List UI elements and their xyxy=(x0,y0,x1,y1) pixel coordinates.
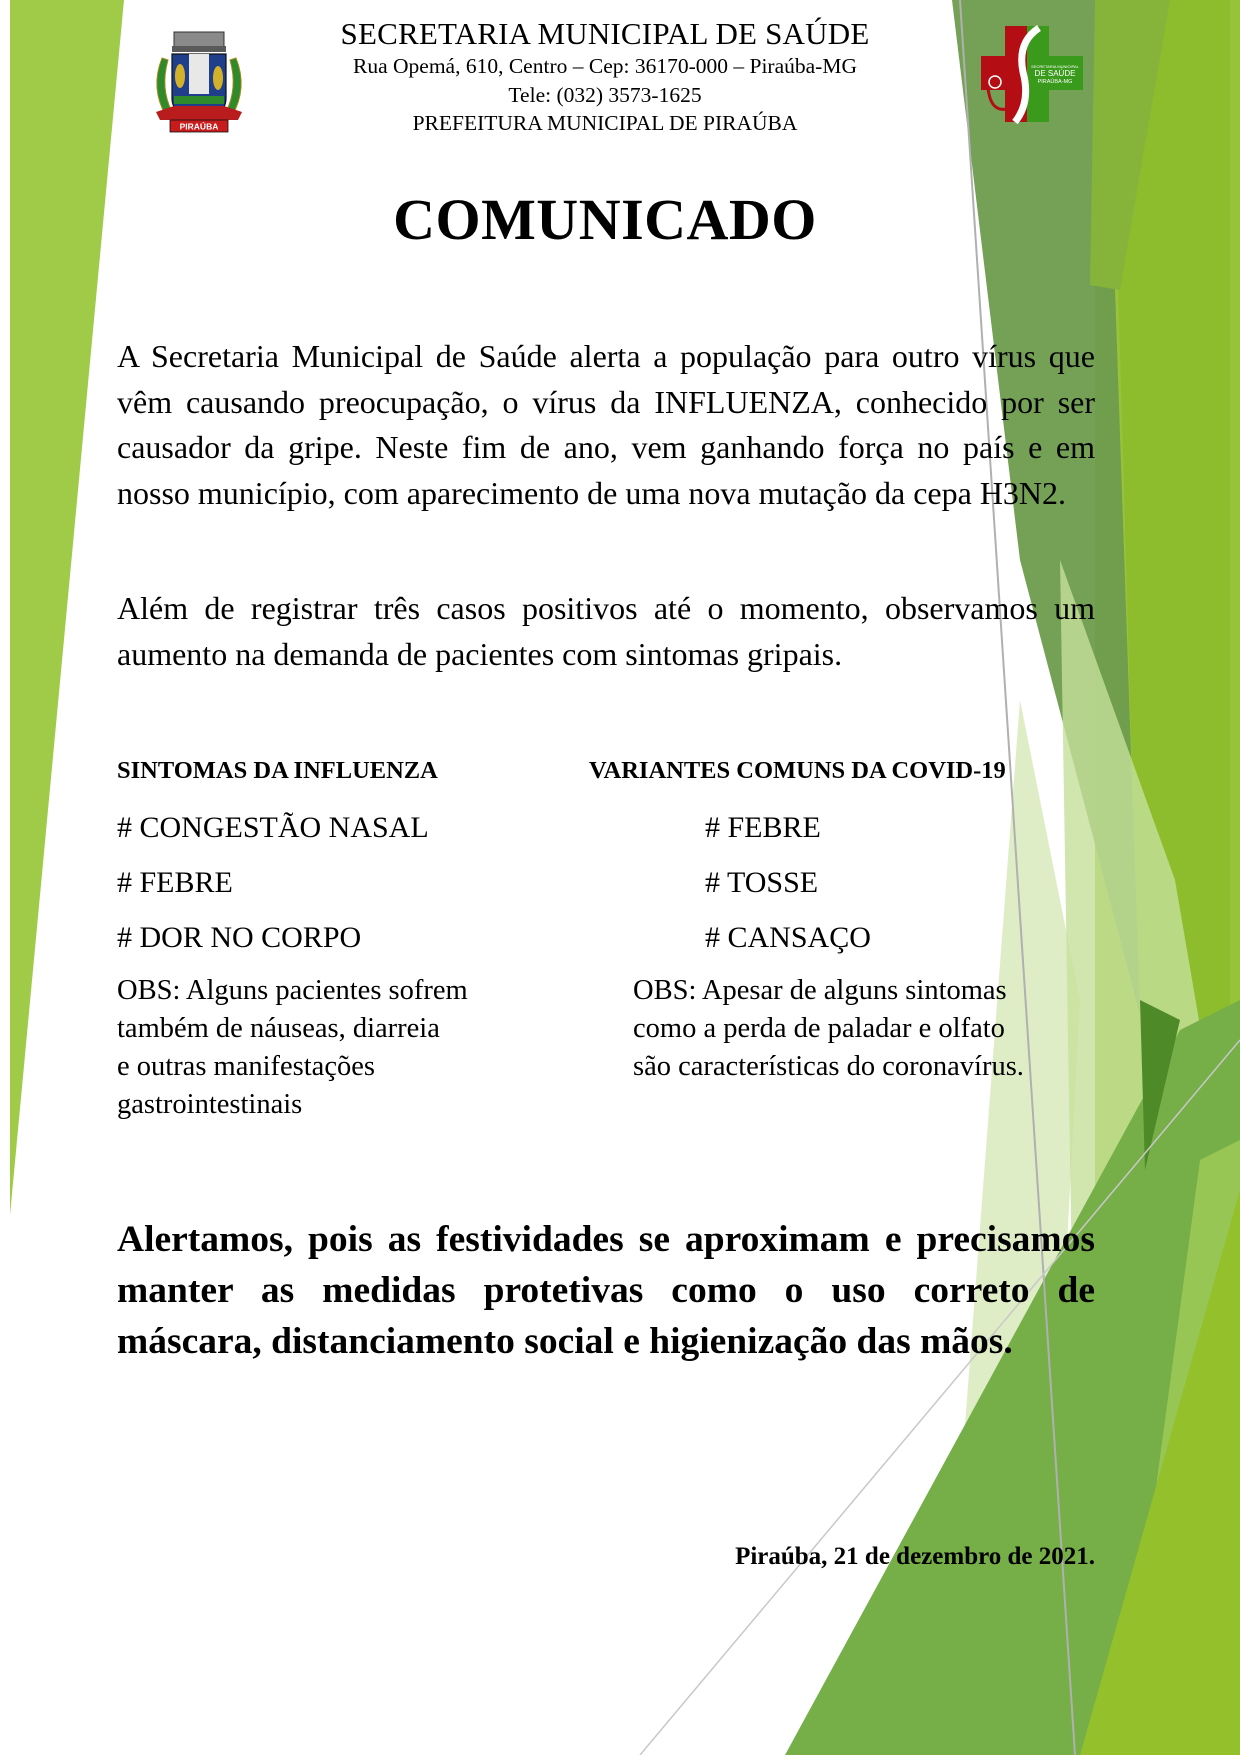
crest-laurel-left xyxy=(157,58,172,116)
crest-laurel-right xyxy=(226,58,241,116)
phone-line: Tele: (032) 3573-1625 xyxy=(508,82,702,107)
crest-fish-left xyxy=(175,64,185,88)
left-green-wedge xyxy=(10,0,124,1215)
symptom-item: # DOR NO CORPO xyxy=(117,921,362,954)
document-title: COMUNICADO xyxy=(393,187,817,252)
crest-shield-center xyxy=(189,54,209,94)
symptom-item: # CANSAÇO xyxy=(705,921,871,954)
municipal-crest-logo xyxy=(146,28,252,134)
prefecture-line: PREFEITURA MUNICIPAL DE PIRAÚBA xyxy=(412,111,798,135)
symptom-item: # TOSSE xyxy=(705,866,819,899)
crest-crown xyxy=(174,32,224,48)
logo-text-line2: DE SAÚDE xyxy=(1034,69,1076,78)
crest-fish-right xyxy=(213,66,223,90)
influenza-symptoms-heading: SINTOMAS DA INFLUENZA xyxy=(117,757,438,784)
obs-line: como a perda de paladar e olfato xyxy=(633,1013,1005,1044)
obs-line: gastrointestinais xyxy=(117,1089,303,1120)
crest-shield-band xyxy=(174,96,224,104)
intro-paragraph: A Secretaria Municipal de Saúde alerta a população para outro vírus que vêm causando preocupação, o vírus da INFLUENZA, conhecido por ser causador da gripe. Neste fim de ano, vem ganhando força no país e em nosso município, com aparecimento de uma nova mutação da cepa H3N2. xyxy=(117,338,1095,511)
crest-banner-text: PIRAÚBA xyxy=(179,121,219,132)
health-secretariat-logo xyxy=(977,22,1087,126)
covid-observation xyxy=(633,972,1024,1086)
obs-line: também de náuseas, diarreia xyxy=(117,1013,440,1044)
logo-text-line1: SECRETARIA MUNICIPAL xyxy=(1031,64,1079,69)
crest-crown-band xyxy=(172,46,226,52)
secretariat-title: SECRETARIA MUNICIPAL DE SAÚDE xyxy=(340,16,870,51)
alert-paragraph: Alertamos, pois as festividades se aproximam e precisamos manter as medidas protetivas como o uso correto de máscara, distanciamento social e higienização das mãos. xyxy=(117,1219,1095,1362)
influenza-symptom-list xyxy=(117,800,429,965)
logo-text-line3: PIRAÚBA-MG xyxy=(1037,79,1073,85)
symptom-item: # CONGESTÃO NASAL xyxy=(117,811,429,844)
influenza-observation xyxy=(117,972,468,1124)
symptom-item: # FEBRE xyxy=(117,866,233,899)
crest-ribbon xyxy=(156,106,242,120)
covid-symptom-list xyxy=(705,800,871,965)
date-signature: Piraúba, 21 de dezembro de 2021. xyxy=(735,1543,1095,1570)
obs-line: OBS: Apesar de alguns sintomas xyxy=(633,975,1007,1006)
cases-paragraph: Além de registrar três casos positivos até o momento, observamos um aumento na demanda de pacientes com sintomas gripais. xyxy=(117,590,1095,672)
obs-line: são características do coronavírus. xyxy=(633,1051,1024,1082)
covid-variants-heading: VARIANTES COMUNS DA COVID-19 xyxy=(589,757,1006,784)
symptom-item: # FEBRE xyxy=(705,811,821,844)
address-line: Rua Opemá, 610, Centro – Cep: 36170-000 – Piraúba-MG xyxy=(353,54,857,78)
obs-line: e outras manifestações xyxy=(117,1051,375,1082)
obs-line: OBS: Alguns pacientes sofrem xyxy=(117,975,468,1006)
letterhead xyxy=(300,16,910,138)
